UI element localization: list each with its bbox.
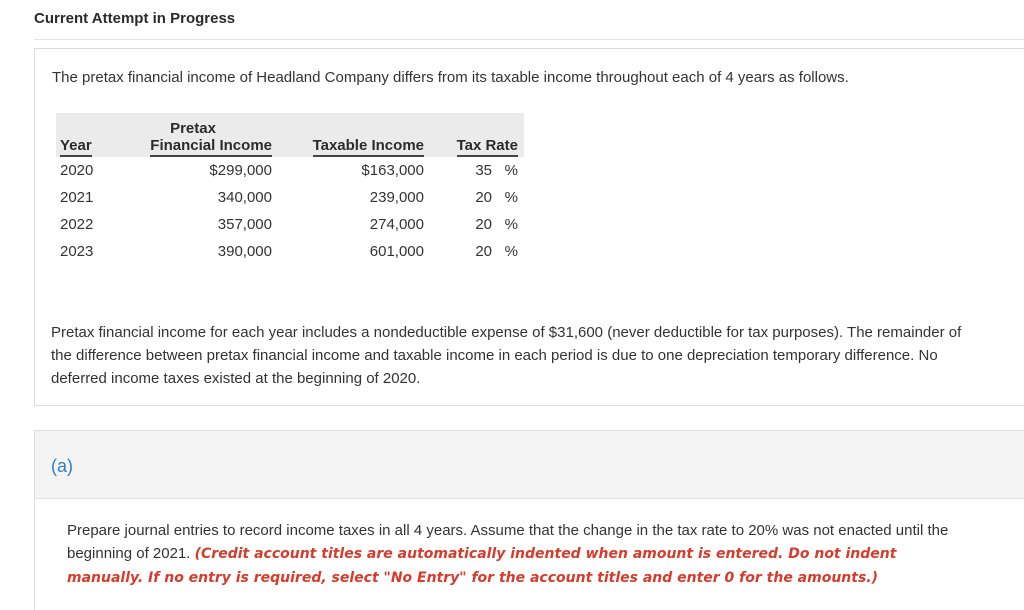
pretax-header-line1: Pretax bbox=[170, 120, 216, 137]
divider bbox=[34, 39, 1024, 40]
year-cell: 2021 bbox=[60, 189, 94, 206]
tax-rate-cell: 20 % bbox=[475, 189, 518, 206]
pretax-cell: 357,000 bbox=[217, 216, 272, 233]
year-cell: 2020 bbox=[60, 162, 94, 179]
year-header: Year bbox=[60, 137, 92, 157]
part-a-body bbox=[35, 499, 1024, 610]
problem-intro: The pretax financial income of Headland Company differs from its taxable income throughout each of 4 years as follows. bbox=[52, 69, 849, 86]
tax-rate-cell: 20 % bbox=[475, 243, 518, 260]
instruction-note: (Credit account titles are automatically indented when amount is entered. Do not indent manually. If no entry is required, select "No Entry" for the account titles and enter 0 for the amounts.) bbox=[67, 546, 897, 586]
income-data-table bbox=[56, 113, 524, 265]
table-row bbox=[56, 238, 524, 265]
problem-explanation: Pretax financial income for each year includes a nondeductible expense of $31,600 (never deductible for tax purposes). The remainder of the difference between pretax financial income and taxable income in each period is due to one depreciation temporary difference. No deferred income taxes existed at the beginning of 2020. bbox=[51, 324, 962, 387]
pretax-cell: 340,000 bbox=[217, 189, 272, 206]
taxable-cell: 601,000 bbox=[369, 243, 424, 260]
table-header-row bbox=[56, 137, 524, 157]
table-row bbox=[56, 157, 524, 184]
taxable-cell: 239,000 bbox=[369, 189, 424, 206]
instruction-text: Prepare journal entries to record income taxes in all 4 years. Assume that the change in the tax rate to 20% was not enacted until the beginning of 2021. bbox=[67, 522, 949, 562]
table-row bbox=[56, 184, 524, 211]
tax-rate-cell: 35 % bbox=[475, 162, 518, 179]
tax-rate-cell: 20 % bbox=[475, 216, 518, 233]
year-cell: 2023 bbox=[60, 243, 94, 260]
year-cell: 2022 bbox=[60, 216, 94, 233]
table-header-row-top bbox=[56, 113, 524, 137]
taxable-cell: 274,000 bbox=[369, 216, 424, 233]
problem-statement-card bbox=[34, 48, 1024, 406]
taxable-cell: $163,000 bbox=[361, 162, 424, 179]
table-row bbox=[56, 211, 524, 238]
tax-rate-header: Tax Rate bbox=[457, 137, 518, 157]
pretax-cell: 390,000 bbox=[217, 243, 272, 260]
part-a-label: (a) bbox=[51, 456, 73, 476]
part-a-header bbox=[35, 431, 1024, 499]
attempt-status-heading: Current Attempt in Progress bbox=[34, 10, 236, 27]
pretax-header: Financial Income bbox=[150, 137, 272, 157]
part-a-instructions bbox=[67, 519, 977, 590]
pretax-cell: $299,000 bbox=[209, 162, 272, 179]
taxable-header: Taxable Income bbox=[313, 137, 424, 157]
part-a-card bbox=[34, 430, 1024, 610]
